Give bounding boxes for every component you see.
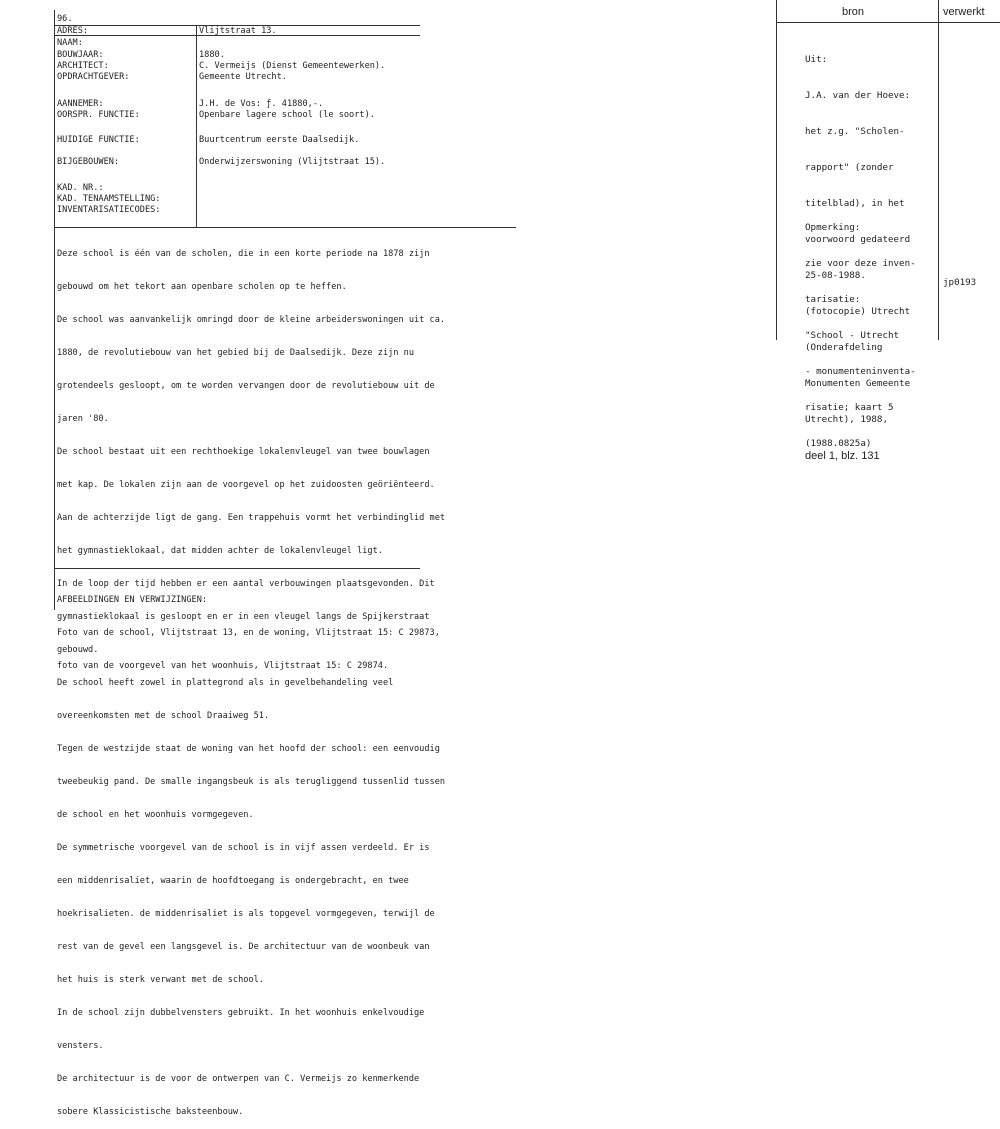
field-value-architect: C. Vermeijs (Dienst Gemeentewerken). xyxy=(199,61,386,71)
reference-line: Foto van de school, Vlijtstraat 13, en de woning, Vlijtstraat 15: C 29873, xyxy=(57,628,440,638)
bron-header: bron xyxy=(842,6,865,18)
description-line: gebouwd. xyxy=(57,645,99,655)
verwerkt-header: verwerkt xyxy=(943,6,985,18)
description-line: met kap. De lokalen zijn aan de voorgevel op het zuidoosten geöriënteerd. xyxy=(57,480,435,490)
remark-line: tarisatie: xyxy=(805,294,861,305)
processed-code: jp0193 xyxy=(943,277,977,288)
field-label-cadastral-owner: KAD. TENAAMSTELLING: xyxy=(57,194,161,204)
description-line: Deze school is één van de scholen, die in een korte periode na 1878 zijn xyxy=(57,249,430,259)
references-section xyxy=(57,573,440,683)
description-line: hoekrisalieten. de middenrisaliet is als topgevel vormgegeven, terwijl de xyxy=(57,909,435,919)
source-line: (Onderafdeling xyxy=(805,342,883,353)
description-line: sobere Klassicistische baksteenbouw. xyxy=(57,1107,244,1117)
field-value-annexes: Onderwijzerswoning (Vlijtstraat 15). xyxy=(199,157,386,167)
source-line: voorwoord gedateerd xyxy=(805,234,911,245)
description-line: Tegen de westzijde staat de woning van het hoofd der school: een eenvoudig xyxy=(57,744,440,754)
field-label-year: BOUWJAAR: xyxy=(57,50,104,60)
description-line: De architectuur is de voor de ontwerpen van C. Vermeijs zo kenmerkende xyxy=(57,1074,420,1084)
description-line: grotendeels gesloopt, om te worden vervangen door de revolutiebouw uit de xyxy=(57,381,435,391)
field-value-current-function: Buurtcentrum eerste Daalsedijk. xyxy=(199,135,360,145)
source-line: Utrecht), 1988, xyxy=(805,414,888,425)
description-line: overeenkomsten met de school Draaiweg 51. xyxy=(57,711,270,721)
source-line: deel 1, blz. 131 xyxy=(805,450,880,462)
reference-line: foto van de voorgevel van het woonhuis, Vlijtstraat 15: C 29874. xyxy=(57,661,389,671)
source-line: Monumenten Gemeente xyxy=(805,378,911,389)
field-label-contractor: AANNEMER: xyxy=(57,99,104,109)
remark-line: zie voor deze inven- xyxy=(805,258,916,269)
field-label-annexes: BIJGEBOUWEN: xyxy=(57,157,120,167)
field-value-year: 1880. xyxy=(199,50,225,60)
description-line: rest van de gevel een langsgevel is. De architectuur van de woonbeuk van xyxy=(57,942,430,952)
remark-line: (1988.0825a) xyxy=(805,438,872,449)
description-line: gymnastieklokaal is gesloopt en er in een vleugel langs de Spijkerstraat xyxy=(57,612,430,622)
remark-line: "School - Utrecht xyxy=(805,330,900,341)
source-line: J.A. van der Hoeve: xyxy=(805,90,911,101)
description-line: het gymnastieklokaal, dat midden achter de lokalenvleugel ligt. xyxy=(57,546,383,556)
field-value-address: Vlijtstraat 13. xyxy=(199,26,277,36)
remark-text xyxy=(805,198,916,462)
field-label-original-function: OORSPR. FUNCTIE: xyxy=(57,110,140,120)
field-divider-line xyxy=(196,25,197,227)
field-label-architect: ARCHITECT: xyxy=(57,61,109,71)
field-label-current-function: HUIDIGE FUNCTIE: xyxy=(57,135,140,145)
field-value-contractor: J.H. de Vos: ƒ. 41880,-. xyxy=(199,99,324,109)
description-line: De school was aanvankelijk omringd door de kleine arbeiderswoningen uit ca. xyxy=(57,315,446,325)
field-label-address: ADRES: xyxy=(57,26,89,36)
source-line: 25-08-1988. xyxy=(805,270,866,281)
description-line: De school bestaat uit een rechthoekige lokalenvleugel van twee bouwlagen xyxy=(57,447,430,457)
description-line: De symmetrische voorgevel van de school is in vijf assen verdeeld. Er is xyxy=(57,843,430,853)
remark-line: risatie; kaart 5 xyxy=(805,402,894,413)
source-line: rapport" (zonder xyxy=(805,162,894,173)
source-line: titelblad), in het xyxy=(805,198,905,209)
description-line: In de school zijn dubbelvensters gebruikt. In het woonhuis enkelvoudige xyxy=(57,1008,425,1018)
record-number: 96. xyxy=(57,14,73,24)
frame-left-line xyxy=(54,10,55,610)
description-line: vensters. xyxy=(57,1041,104,1051)
source-line: (fotocopie) Utrecht xyxy=(805,306,911,317)
description-line: een middenrisaliet, waarin de hoofdtoegang is ondergebracht, en twee xyxy=(57,876,409,886)
remark-line: - monumenteninventa- xyxy=(805,366,916,377)
description-line: De school heeft zowel in plattegrond als in gevelbehandeling veel xyxy=(57,678,394,688)
source-line: het z.g. "Scholen- xyxy=(805,126,905,137)
panel-header-rule xyxy=(776,22,1000,23)
references-heading: AFBEELDINGEN EN VERWIJZINGEN: xyxy=(57,595,208,605)
description-line: In de loop der tijd hebben er een aantal verbouwingen plaatsgevonden. Dit xyxy=(57,579,435,589)
description-line: de school en het woonhuis vormgegeven. xyxy=(57,810,254,820)
description-line: 1880, de revolutiebouw van het gebied bij de Daalsedijk. Deze zijn nu xyxy=(57,348,414,358)
panel-left-line xyxy=(776,0,777,340)
source-line: Uit: xyxy=(805,54,828,65)
field-label-cadastral-number: KAD. NR.: xyxy=(57,183,104,193)
description-line: tweebeukig pand. De smalle ingangsbeuk is als terugliggend tussenlid tussen xyxy=(57,777,446,787)
field-label-inventory-codes: INVENTARISATIECODES: xyxy=(57,205,161,215)
description-line: het huis is sterk verwant met de school. xyxy=(57,975,264,985)
remark-line: Opmerking: xyxy=(805,222,861,233)
field-value-original-function: Openbare lagere school (le soort). xyxy=(199,110,375,120)
description-line: Aan de achterzijde ligt de gang. Een trappehuis vormt het verbindinglid met xyxy=(57,513,446,523)
field-label-client: OPDRACHTGEVER: xyxy=(57,72,130,82)
field-label-name: NAAM: xyxy=(57,38,83,48)
description-line: gebouwd om het tekort aan openbare scholen op te heffen. xyxy=(57,282,347,292)
panel-divider-line xyxy=(938,0,939,340)
description-line: jaren '80. xyxy=(57,414,109,424)
field-value-client: Gemeente Utrecht. xyxy=(199,72,287,82)
